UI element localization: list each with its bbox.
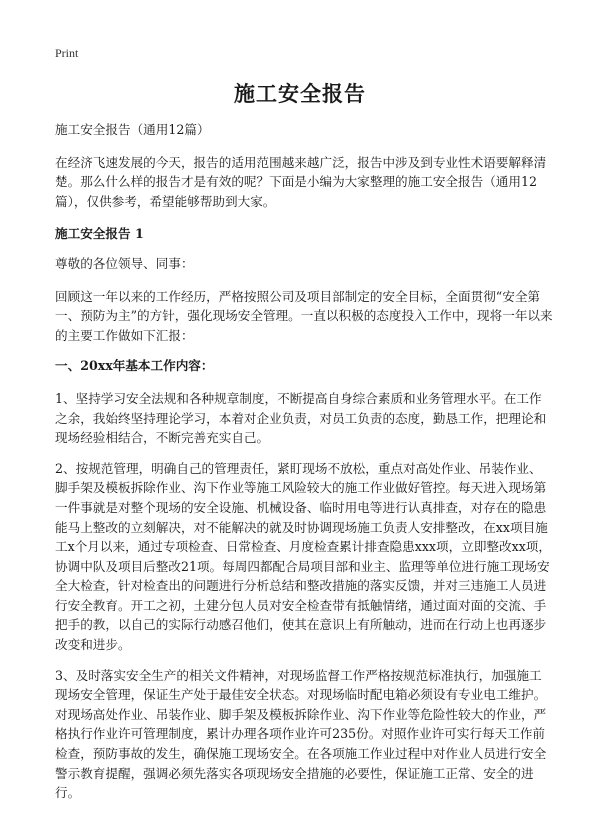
intro-paragraph: 在经济飞速发展的今天，报告的适用范围越来越广泛，报告中涉及到专业性术语要解释清楚。那么什么样的报告才是有效的呢？下面是小编为大家整理的施工安全报告（通用12篇），仅供参考，希望能够帮助到大家。 <box>55 154 547 209</box>
work-content-heading: 一、20xx年基本工作内容： <box>55 358 214 374</box>
print-link[interactable]: Print <box>55 46 79 60</box>
work-item-3: 3、及时落实安全生产的相关文件精神，对现场监督工作严格按规范标准执行，加强施工现场安全管理，保证生产处于最佳安全状态。对现场临时配电箱必须设有专业电工维护。对现场高处作业、吊装作业、脚手架及模板拆除作业、沟下作业等危险性较大的作业，严格执行作业许可管理制度，累计办理各项作业许可235份。对照作业许可实行每天工作前检查，预防事故的发生，确保施工现场安全。在各项施工作业过程中对作业人员进行安全警示教育提醒，强调必须先落实各项现场安全措施的必要性，保证施工正常、安全的进行。 <box>55 667 547 801</box>
work-item-1: 1、坚持学习安全法规和各种规章制度，不断提高自身综合素质和业务管理水平。在工作之余，我始终坚持理论学习，本着对企业负责，对员工负责的态度，勤恳工作，把理论和现场经验相结合，不断完善充实自己。 <box>55 390 547 446</box>
document-subtitle: 施工安全报告（通用12篇） <box>55 122 210 137</box>
document-body <box>55 120 553 814</box>
work-item-2: 2、按规范管理，明确自己的管理责任，紧盯现场不放松，重点对高处作业、吊装作业、脚手架及模板拆除作业、沟下作业等施工风险较大的施工作业做好管控。每天进入现场第一件事就是对整个现场的安全设施、机械设备、临时用电等进行认真排查，对存在的隐患能马上整改的立刻解决，对不能解决的就及时协调现场施工负责人安排整改，在xx项目施工x个月以来，通过专项检查、日常检查、月度检查累计排查隐患xxx项，立即整改xx项，协调中队及项目后整改21项。每周四都配合局项目部和业主、监理等单位进行施工现场安全大检查，针对检查出的问题进行分析总结和整改措施的落实反馈，并对三违施工人员进行安全教育。开工之初，土建分包人员对安全检查带有抵触情绪，通过面对面的交流、手把手的教，以自己的实际行动感召他们，使其在意识上有所触动，进而在行动上也再逐步改变和进步。 <box>55 460 551 653</box>
page-title: 施工安全报告 <box>234 81 366 106</box>
review-paragraph: 回顾这一年以来的工作经历，严格按照公司及项目部制定的安全目标，全面贯彻“安全第一、预防为主”的方针，强化现场安全管理。一直以积极的态度投入工作中，现将一年以来的主要工作做如下汇报： <box>55 288 553 343</box>
section-heading: 施工安全报告 1 <box>55 226 144 242</box>
greeting: 尊敬的各位领导、同事： <box>55 255 194 271</box>
